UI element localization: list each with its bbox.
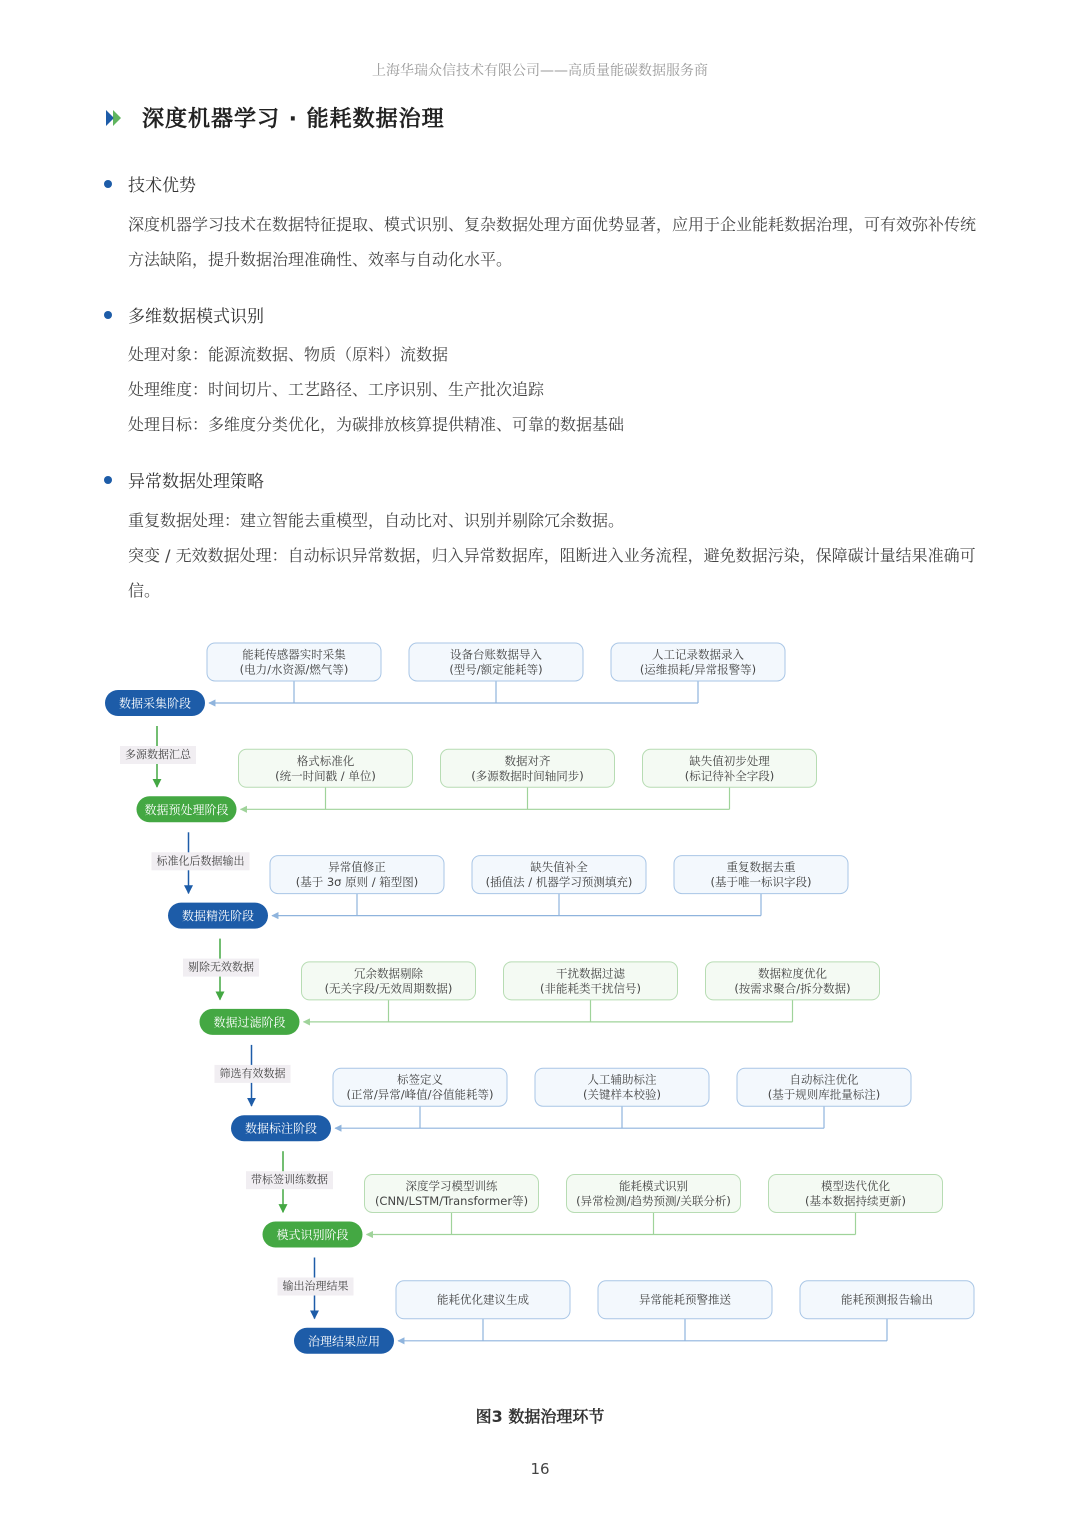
process-title: 能耗传感器实时采集 xyxy=(242,647,346,662)
process-title: 数据粒度优化 xyxy=(758,966,827,981)
body-line: 突变 / 无效数据处理：自动标识异常数据，归入异常数据库，阻断进入业务流程，避免数据污染，保障碳计量结果准确可信。 xyxy=(128,546,976,600)
process-detail: (正常/异常/峰值/谷值能耗等) xyxy=(346,1087,494,1102)
process-detail: (运维损耗/异常报警等) xyxy=(639,662,757,677)
process-detail: (CNN/LSTM/Transformer等) xyxy=(374,1194,529,1208)
process-title: 重复数据去重 xyxy=(726,860,796,875)
transition-label: 多源数据汇总 xyxy=(125,748,191,761)
transition-label: 筛选有效数据 xyxy=(219,1066,286,1080)
section-title: 多维数据模式识别 xyxy=(128,307,264,327)
process-detail: (型号/额定能耗等) xyxy=(449,662,543,677)
body-line: 处理维度：时间切片、工艺路径、工序识别、生产批次追踪 xyxy=(128,380,545,399)
section-title: 技术优势 xyxy=(128,176,196,196)
stage-label: 模式识别阶段 xyxy=(276,1228,349,1242)
process-detail: (标记待补全字段) xyxy=(684,768,775,783)
transition-label: 带标签训练数据 xyxy=(251,1173,328,1187)
process-title: 冗余数据剔除 xyxy=(354,966,423,981)
process-title: 能耗预测报告输出 xyxy=(841,1292,933,1307)
process-title: 自动标注优化 xyxy=(789,1072,859,1087)
transition-label: 标准化后数据输出 xyxy=(156,854,245,868)
process-detail: (基于 3σ 原则 / 箱型图) xyxy=(295,875,419,890)
body-line: 处理目标：多维度分类优化，为碳排放核算提供精准、可靠的数据基础 xyxy=(128,415,625,434)
process-detail: (非能耗类干扰信号) xyxy=(540,981,641,996)
process-title: 模型迭代优化 xyxy=(821,1179,890,1193)
body-line: 深度机器学习技术在数据特征提取、模式识别、复杂数据处理方面优势显著，应用于企业能耗数据治理，可有效弥补传统方法缺陷，提升数据治理准确性、效率与自动化水平。 xyxy=(128,215,977,269)
process-detail: (按需求聚合/拆分数据) xyxy=(734,981,851,996)
process-detail: (关键样本校验) xyxy=(583,1087,661,1102)
process-title: 深度学习模型训练 xyxy=(405,1179,498,1193)
process-detail: (基本数据持续更新) xyxy=(805,1194,906,1208)
process-title: 设备台账数据导入 xyxy=(450,647,542,662)
stage-label: 数据预处理阶段 xyxy=(144,802,229,817)
transition-label: 剔除无效数据 xyxy=(188,960,254,974)
process-detail: (多源数据时间轴同步) xyxy=(471,768,584,783)
section-title: 异常数据处理策略 xyxy=(128,472,264,492)
process-title: 干扰数据过滤 xyxy=(556,966,625,981)
process-title: 缺失值初步处理 xyxy=(689,753,770,768)
process-detail: (基于规则库批量标注) xyxy=(767,1087,881,1102)
stage-label: 数据采集阶段 xyxy=(118,696,192,711)
process-title: 异常能耗预警推送 xyxy=(639,1292,731,1307)
process-title: 能耗优化建议生成 xyxy=(437,1292,529,1307)
process-title: 格式标准化 xyxy=(296,753,355,768)
stage-label: 治理结果应用 xyxy=(307,1334,381,1349)
stage-label: 数据过滤阶段 xyxy=(213,1015,286,1030)
stage-label: 数据标注阶段 xyxy=(244,1121,318,1136)
process-detail: (异常检测/趋势预测/关联分析) xyxy=(576,1194,731,1208)
process-detail: (电力/水资源/燃气等) xyxy=(239,662,349,677)
process-detail: (统一时间戳 / 单位) xyxy=(275,768,376,783)
page-title: 深度机器学习 · 能耗数据治理 xyxy=(142,107,445,132)
process-title: 人工辅助标注 xyxy=(587,1072,657,1087)
process-title: 标签定义 xyxy=(397,1072,443,1087)
figure-caption: 图3 数据治理环节 xyxy=(475,1407,605,1426)
page-number: 16 xyxy=(530,1460,550,1478)
stage-label: 数据精洗阶段 xyxy=(181,909,255,924)
process-title: 异常值修正 xyxy=(328,860,386,875)
process-detail: (插值法 / 机器学习预测填充) xyxy=(485,875,633,890)
transition-label: 输出治理结果 xyxy=(282,1279,349,1293)
process-title: 能耗模式识别 xyxy=(619,1179,688,1193)
process-title: 缺失值补全 xyxy=(530,860,588,875)
process-title: 数据对齐 xyxy=(504,753,551,768)
page-header: 上海华瑞众信技术有限公司——高质量能碳数据服务商 xyxy=(372,63,708,79)
process-title: 人工记录数据录入 xyxy=(652,647,744,662)
body-line: 重复数据处理：建立智能去重模型，自动比对、识别并剔除冗余数据。 xyxy=(128,511,625,530)
process-detail: (无关字段/无效周期数据) xyxy=(324,981,453,996)
body-line: 处理对象：能源流数据、物质（原料）流数据 xyxy=(128,345,449,364)
process-detail: (基于唯一标识字段) xyxy=(710,875,812,890)
